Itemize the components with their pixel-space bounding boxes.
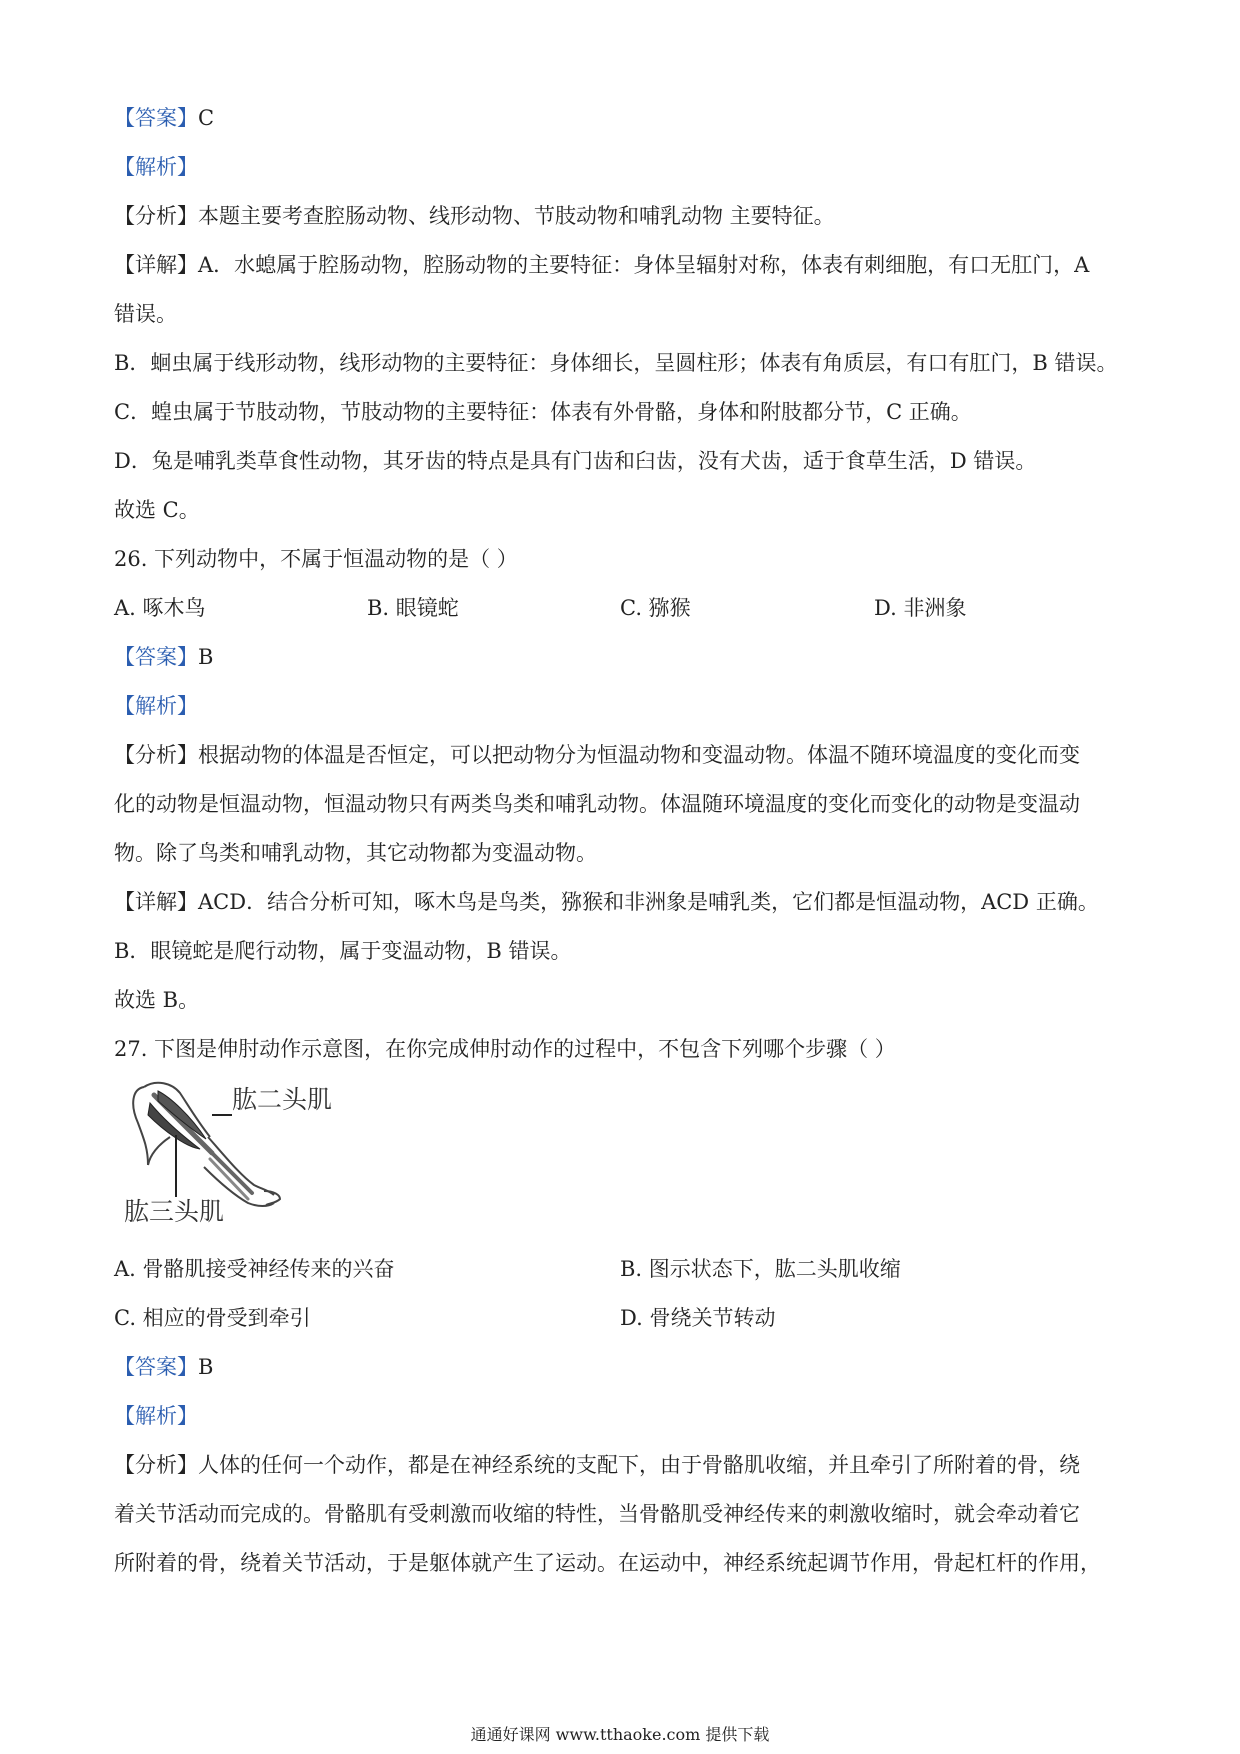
- answer-value: B: [198, 1355, 214, 1379]
- q26-fenxi: [114, 740, 1080, 770]
- q27-option-a: A. 骨骼肌接受神经传来的兴奋: [114, 1257, 395, 1281]
- q26-fenxi-line3: 物。除了鸟类和哺乳动物，其它动物都为变温动物。: [114, 841, 597, 865]
- q26-jiexi: [114, 691, 198, 721]
- jiexi-tag: 【解析】: [114, 155, 198, 179]
- q26-option-b: B. 眼镜蛇: [367, 596, 459, 620]
- page-footer: 通通好课网 www.tthaoke.com 提供下载: [470, 1725, 770, 1744]
- answer-tag: 【答案】: [114, 106, 198, 130]
- q25-line-c: C．蝗虫属于节肢动物，节肢动物的主要特征：体表有外骨骼，身体和附肢都分节，C 正确。: [114, 400, 972, 424]
- answer-value: C: [198, 106, 215, 130]
- xiangjie-tag: 【详解】: [114, 890, 198, 914]
- q27-stem: 27. 下图是伸肘动作示意图，在你完成伸肘动作的过程中，不包含下列哪个步骤（ ）: [114, 1037, 896, 1061]
- q25-answer: [114, 103, 214, 133]
- q26-option-c: C. 猕猴: [620, 596, 691, 620]
- triceps-label: 肱三头肌: [124, 1197, 225, 1226]
- answer-value: B: [198, 645, 214, 669]
- q25-jiexi: [114, 152, 198, 182]
- answer-tag: 【答案】: [114, 645, 198, 669]
- q27-fenxi-line3: 所附着的骨，绕着关节活动，于是躯体就产生了运动。在运动中，神经系统起调节作用，骨起杠杆的作用，: [114, 1551, 1101, 1575]
- q27-option-c: C. 相应的骨受到牵引: [114, 1306, 311, 1330]
- fenxi-tag: 【分析】: [114, 1453, 198, 1477]
- q26-line-b: B．眼镜蛇是爬行动物，属于变温动物，B 错误。: [114, 939, 572, 963]
- fenxi-tag: 【分析】: [114, 204, 198, 228]
- q26-option-a: A. 啄木鸟: [114, 596, 206, 620]
- xiangjie-text: A．水螅属于腔肠动物，腔肠动物的主要特征：身体呈辐射对称，体表有刺细胞，有口无肛门，A: [198, 253, 1090, 277]
- q27-option-d: D. 骨绕关节转动: [620, 1306, 776, 1330]
- q25-xiangjie-cont: 错误。: [114, 302, 177, 326]
- fenxi-tag: 【分析】: [114, 743, 198, 767]
- jiexi-tag: 【解析】: [114, 694, 198, 718]
- fenxi-text: 人体的任何一个动作，都是在神经系统的支配下，由于骨骼肌收缩，并且牵引了所附着的骨，绕: [198, 1453, 1080, 1477]
- q27-answer: [114, 1352, 213, 1382]
- q27-fenxi-line2: 着关节活动而完成的。骨骼肌有受刺激而收缩的特性，当骨骼肌受神经传来的刺激收缩时，就会牵动着它: [114, 1502, 1080, 1526]
- q26-stem: 26. 下列动物中，不属于恒温动物的是（ ）: [114, 547, 518, 571]
- q26-answer: [114, 642, 213, 672]
- q26-conclusion: 故选 B。: [114, 988, 200, 1012]
- q27-option-b: B. 图示状态下，肱二头肌收缩: [620, 1257, 901, 1281]
- q26-xiangjie: [114, 887, 1099, 917]
- xiangjie-tag: 【详解】: [114, 253, 198, 277]
- q25-line-b: B．蛔虫属于线形动物，线形动物的主要特征：身体细长，呈圆柱形；体表有角质层，有口有肛门，B 错误。: [114, 351, 1118, 375]
- jiexi-tag: 【解析】: [114, 1404, 198, 1428]
- answer-tag: 【答案】: [114, 1355, 198, 1379]
- q25-conclusion: 故选 C。: [114, 498, 200, 522]
- fenxi-text: 根据动物的体温是否恒定，可以把动物分为恒温动物和变温动物。体温不随环境温度的变化而变: [198, 743, 1080, 767]
- q27-fenxi: [114, 1450, 1080, 1480]
- q25-xiangjie: [114, 250, 1089, 280]
- biceps-label: 肱二头肌: [232, 1085, 333, 1114]
- q25-fenxi: [114, 201, 835, 231]
- q27-jiexi: [114, 1401, 198, 1431]
- q26-option-d: D. 非洲象: [874, 596, 967, 620]
- q26-fenxi-line2: 化的动物是恒温动物，恒温动物只有两类鸟类和哺乳动物。体温随环境温度的变化而变化的动物是变温动: [114, 792, 1080, 816]
- fenxi-text: 本题主要考查腔肠动物、线形动物、节肢动物和哺乳动物 主要特征。: [198, 204, 835, 228]
- q25-line-d: D．兔是哺乳类草食性动物，其牙齿的特点是具有门齿和臼齿，没有犬齿，适于食草生活，D 错误。: [114, 449, 1037, 473]
- xiangjie-text: ACD．结合分析可知，啄木鸟是鸟类，猕猴和非洲象是哺乳类，它们都是恒温动物，ACD 正确。: [198, 890, 1099, 914]
- arm-extension-figure: [124, 1075, 384, 1225]
